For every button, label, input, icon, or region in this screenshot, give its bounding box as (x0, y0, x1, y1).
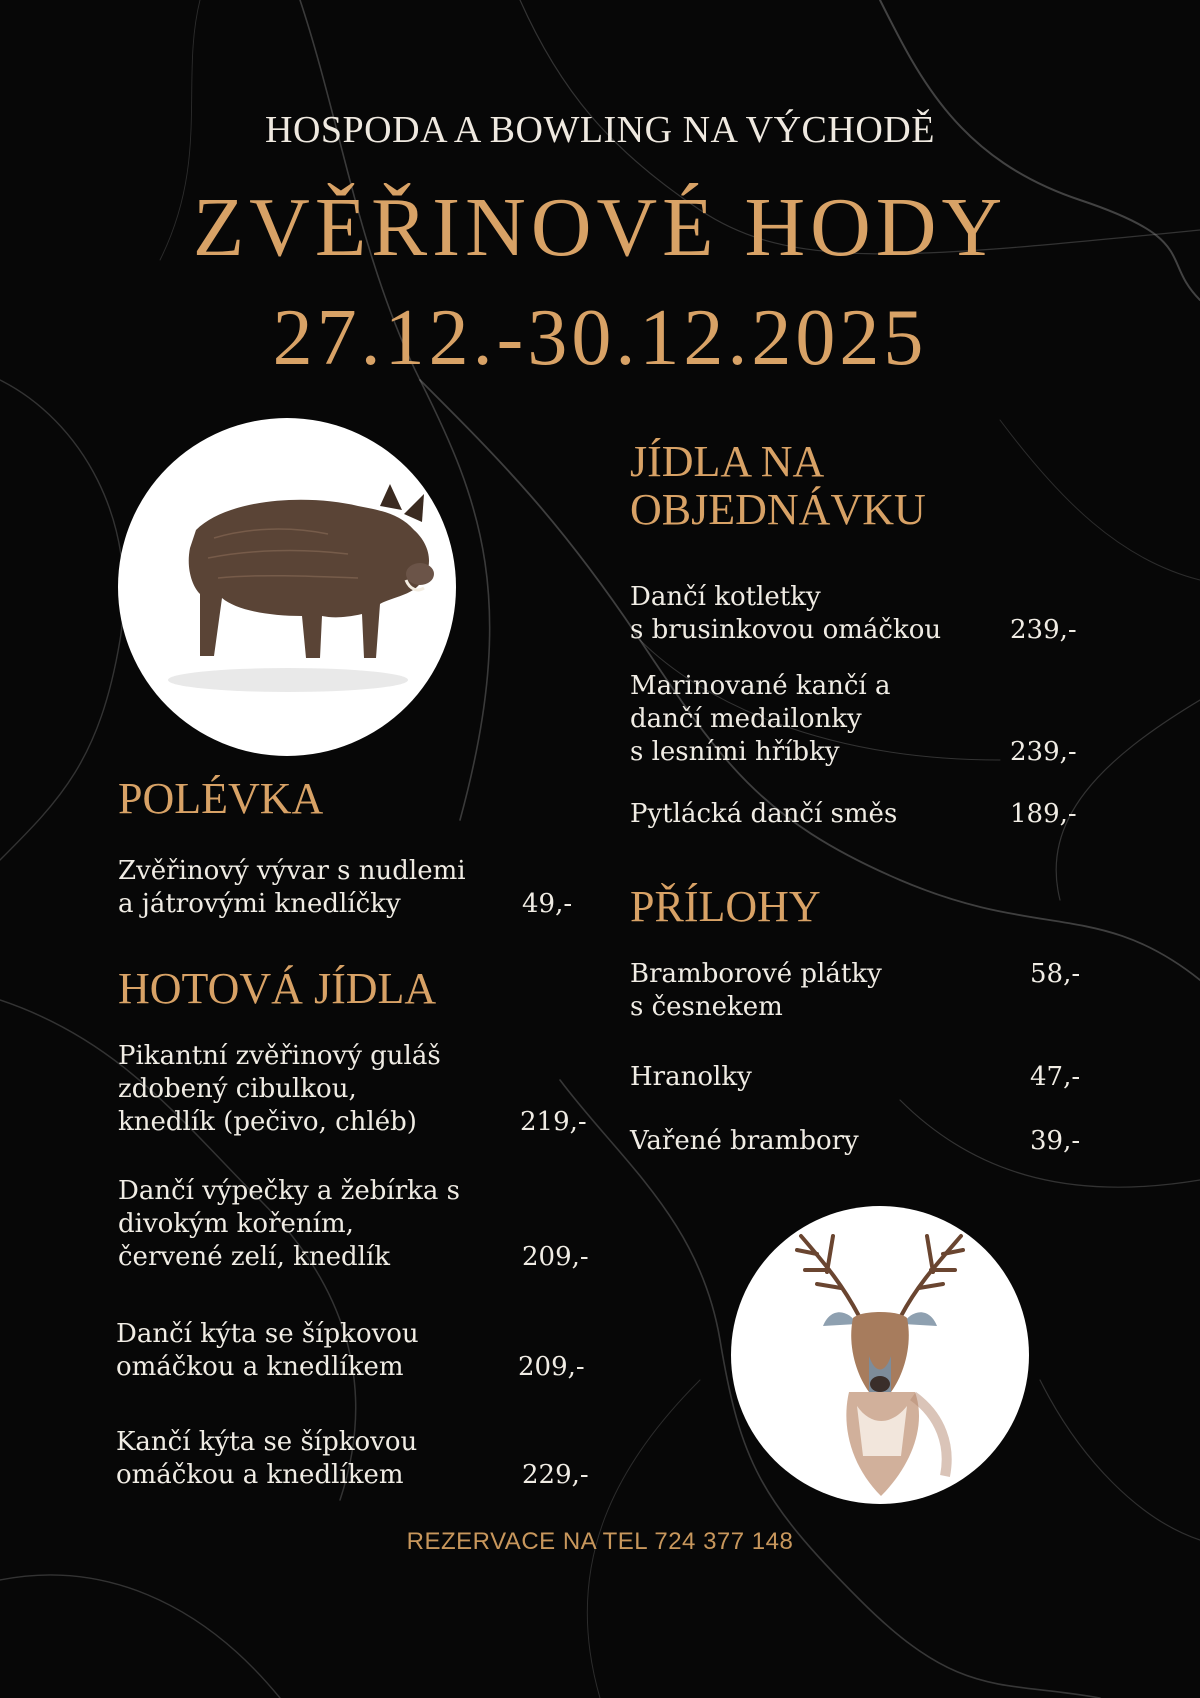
list-item (630, 958, 990, 1024)
item-name: Dančí kýta se šípkovou omáčkou a knedlíkem (116, 1319, 419, 1382)
item-price: 189,- (1010, 799, 1077, 829)
event-dates: 27.12.-30.12.2025 (272, 294, 928, 382)
item-price: 39,- (1030, 1126, 1081, 1156)
list-item (118, 1175, 518, 1274)
list-item (116, 1318, 516, 1384)
item-name: Pikantní zvěřinový guláš zdobený cibulkou, knedlík (pečivo, chléb) (118, 1041, 441, 1137)
item-price: 58,- (1030, 959, 1081, 989)
list-item (630, 798, 990, 831)
item-name: Kančí kýta se šípkovou omáčkou a knedlíkem (116, 1427, 418, 1490)
item-price: 219,- (520, 1107, 587, 1137)
item-name: Zvěřinový vývar s nudlemi a játrovými knedlíčky (118, 856, 466, 919)
item-price: 239,- (1010, 615, 1077, 645)
item-name: Dančí výpečky a žebírka s divokým kořením, červené zelí, knedlík (118, 1176, 461, 1272)
item-name: Vařené brambory (630, 1126, 859, 1156)
boar-image (118, 418, 456, 756)
item-price: 229,- (522, 1460, 589, 1490)
item-name: Marinované kančí a dančí medailonky s lesními hříbky (630, 671, 891, 767)
item-price: 239,- (1010, 737, 1077, 767)
order-meals-heading: JÍDLA NA OBJEDNÁVKU (630, 437, 926, 534)
soup-heading: POLÉVKA (118, 774, 324, 823)
list-item (116, 1426, 516, 1492)
item-price: 209,- (522, 1242, 589, 1272)
list-item (630, 1125, 990, 1158)
item-name: Hranolky (630, 1062, 752, 1092)
list-item (630, 581, 990, 647)
deer-image (731, 1206, 1029, 1504)
list-item (630, 670, 990, 769)
list-item (630, 1061, 990, 1094)
item-name: Bramborové plátky s česnekem (630, 959, 882, 1022)
list-item (118, 855, 518, 921)
boar-illustration (118, 418, 456, 756)
reservation-info: REZERVACE NA TEL 724 377 148 (406, 1528, 794, 1555)
item-price: 209,- (518, 1352, 585, 1382)
restaurant-name: HOSPODA A BOWLING NA VÝCHODĚ (265, 109, 935, 151)
sides-heading: PŘÍLOHY (630, 882, 821, 931)
list-item (118, 1040, 518, 1139)
event-title: ZVĚŘINOVÉ HODY (192, 181, 1008, 274)
item-price: 47,- (1030, 1062, 1081, 1092)
item-price: 49,- (522, 889, 573, 919)
ready-meals-heading: HOTOVÁ JÍDLA (118, 964, 437, 1013)
item-name: Pytlácká dančí směs (630, 799, 898, 829)
item-name: Dančí kotletky s brusinkovou omáčkou (630, 582, 942, 645)
deer-illustration (731, 1206, 1029, 1504)
